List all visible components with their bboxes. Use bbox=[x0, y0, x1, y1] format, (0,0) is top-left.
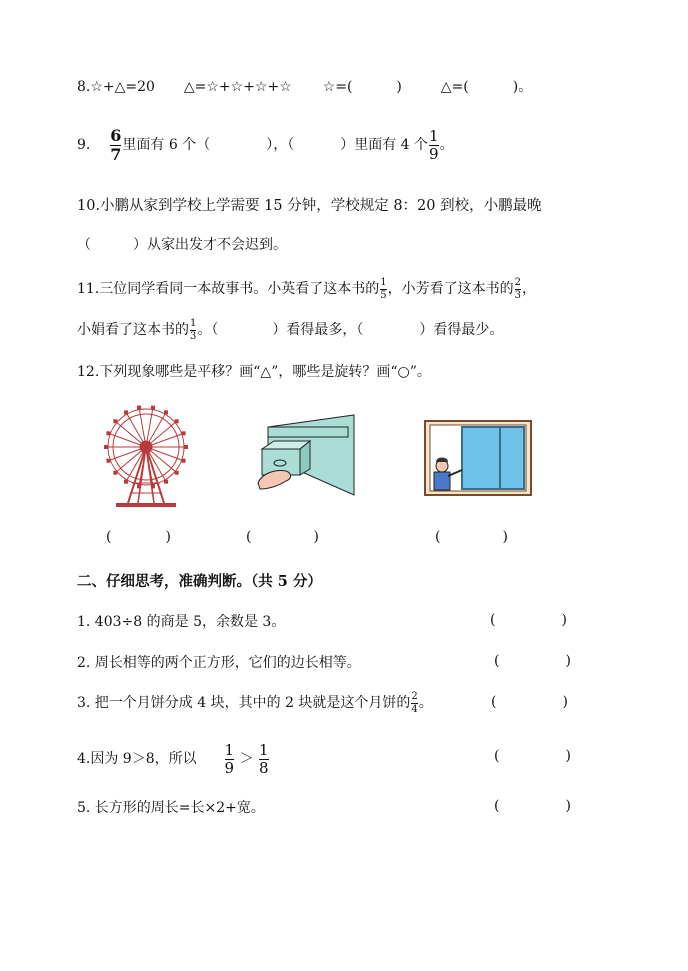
ferris-wheel-spoke bbox=[146, 423, 175, 447]
judgment-item-2: 2. 周长相等的两个正方形，它们的边长相等。 bbox=[77, 655, 361, 671]
q9-text-2: ），（ bbox=[266, 137, 295, 153]
q12-answer-drawer[interactable]: ( ) bbox=[246, 529, 319, 545]
q8-number: 8. bbox=[77, 79, 91, 95]
ferris-wheel-cabin bbox=[164, 480, 168, 484]
drawer-image bbox=[252, 413, 358, 497]
ferris-wheel-cabin bbox=[104, 445, 108, 449]
q11-fraction-1-3: $\frac{1}{3}$ bbox=[190, 317, 197, 342]
judgment-3-fraction-2-4: $\frac{2}{4}$ bbox=[411, 690, 418, 715]
judgment-answer-2[interactable]: ( ) bbox=[494, 653, 571, 669]
ferris-wheel-cabin bbox=[184, 445, 188, 449]
judgment-item-5: 5. 长方形的周长=长×2+宽。 bbox=[77, 800, 265, 816]
ferris-wheel-spoke bbox=[110, 447, 146, 460]
ferris-wheel-spoke bbox=[146, 434, 182, 447]
ferris-wheel-cabin bbox=[113, 471, 117, 475]
question-10-line-1: 10.小鹏从家到学校上学需要 15 分钟，学校规定 8：20 到校，小鹏最晚 bbox=[77, 198, 542, 214]
ferris-wheel-spoke bbox=[117, 423, 146, 447]
q8-star-blank-close: ) bbox=[396, 79, 402, 95]
question-12: 12.下列现象哪些是平移？画“△”，哪些是旋转？画“○”。 bbox=[77, 364, 431, 380]
ferris-wheel-cabin bbox=[106, 459, 110, 463]
ferris-wheel-cabin bbox=[106, 431, 110, 435]
ferris-wheel-cabin bbox=[151, 484, 155, 488]
ferris-wheel-spoke bbox=[146, 447, 182, 460]
ferris-wheel-cabin bbox=[151, 406, 155, 410]
q11-fraction-2-3: $\frac{2}{3}$ bbox=[514, 276, 522, 301]
judgment-item-1: 1. 403÷8 的商是 5，余数是 3。 bbox=[77, 614, 286, 630]
q12-answer-ferris-wheel[interactable]: ( ) bbox=[106, 529, 171, 545]
question-9 bbox=[77, 125, 454, 165]
judgment-4-compare: ＞ bbox=[239, 751, 254, 767]
sliding-window-image bbox=[424, 420, 532, 496]
q9-end: 。 bbox=[439, 137, 454, 153]
q11-fraction-1-5: $\frac{1}{5}$ bbox=[380, 276, 387, 301]
question-11-line-2: 小娟看了这本书的 $\frac{1}{3}$ 。（ ）看得最多，（ ）看得最少。 bbox=[77, 317, 504, 342]
question-11-line-1: 11.三位同学看同一本故事书。小英看了这本书的 $\frac{1}{5}$ ，小芳看了这本书的 $\frac{2}{3}$ ， bbox=[77, 276, 537, 301]
question-10-line-2: （ ）从家出发才不会迟到。 bbox=[77, 237, 287, 253]
ferris-wheel-cabin bbox=[137, 406, 141, 410]
q8-triangle-blank-close: )。 bbox=[512, 79, 533, 95]
q9-number: 9. bbox=[77, 137, 91, 153]
question-8 bbox=[77, 77, 532, 97]
q12-answer-window[interactable]: ( ) bbox=[435, 529, 508, 545]
ferris-wheel-cabin bbox=[164, 410, 168, 414]
judgment-item-4: 4.因为 9＞8，所以 $\frac{1}{9}$ ＞ $\frac{1}{8}$ bbox=[77, 740, 269, 777]
judgment-item-3: 3. 把一个月饼分成 4 块，其中的 2 块就是这个月饼的 $\frac{2}{4}$ 。 bbox=[77, 690, 433, 715]
section-2-heading: 二、仔细思考，准确判断。（共 5 分） bbox=[77, 573, 322, 590]
ferris-wheel-cabin bbox=[113, 419, 117, 423]
q9-fraction-6-7: $\frac{6}{7}$ bbox=[110, 125, 122, 164]
q8-triangle-blank-open: △=( bbox=[440, 79, 469, 95]
ferris-wheel-cabin bbox=[182, 459, 186, 463]
ferris-wheel-cabin bbox=[182, 431, 186, 435]
judgment-answer-5[interactable]: ( ) bbox=[494, 798, 571, 814]
judgment-4-fraction-1-9: $\frac{1}{9}$ bbox=[224, 740, 235, 777]
judgment-answer-1[interactable]: ( ) bbox=[490, 612, 567, 628]
judgment-answer-4[interactable]: ( ) bbox=[494, 748, 571, 764]
judgment-answer-3[interactable]: ( ) bbox=[491, 694, 568, 710]
q8-star-blank-open: ☆=( bbox=[322, 79, 353, 95]
ferris-wheel-spoke bbox=[110, 434, 146, 447]
q9-text-3: ）里面有 4 个 bbox=[340, 137, 429, 153]
ferris-wheel-image bbox=[98, 403, 194, 509]
ferris-wheel-cabin bbox=[175, 419, 179, 423]
judgment-4-fraction-1-8: $\frac{1}{8}$ bbox=[258, 740, 269, 777]
ferris-wheel-cabin bbox=[137, 484, 141, 488]
ferris-wheel-cabin bbox=[124, 480, 128, 484]
ferris-wheel-cabin bbox=[175, 471, 179, 475]
q9-fraction-1-9: $\frac{1}{9}$ bbox=[429, 126, 439, 163]
q8-equation-2: △=☆+☆+☆+☆ bbox=[183, 79, 292, 95]
q8-equation-1: ☆+△=20 bbox=[90, 79, 155, 95]
q9-text-1: 里面有 6 个（ bbox=[122, 137, 211, 153]
ferris-wheel-cabin bbox=[124, 410, 128, 414]
